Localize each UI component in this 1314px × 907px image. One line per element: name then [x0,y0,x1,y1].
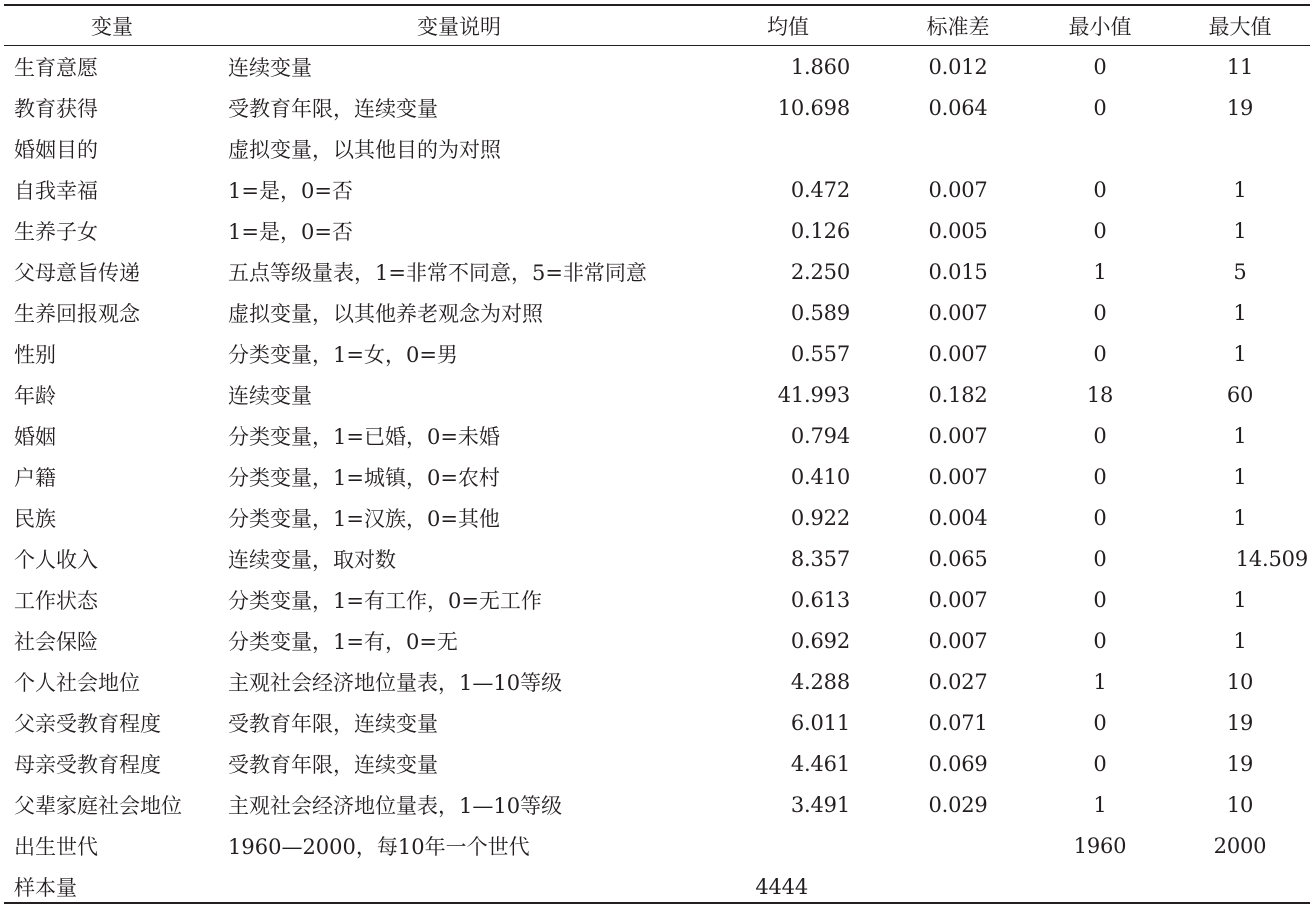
variable-cell: 教育获得 [14,96,98,121]
variable-cell: 母亲受教育程度 [14,752,161,777]
description-cell: 分类变量，1=城镇，0=农村 [228,465,500,490]
table-header [0,6,1314,45]
min-cell: 1960 [1073,833,1127,858]
min-cell: 0 [1093,546,1107,571]
header-variable: 变量 [91,14,133,39]
max-cell: 1 [1233,218,1247,243]
variable-cell: 出生世代 [14,834,98,859]
table-row [0,45,1314,87]
description-cell: 分类变量，1=汉族，0=其他 [228,506,500,531]
sd-cell: 0.007 [928,587,988,612]
table-row [0,374,1314,415]
sample-size-row [0,866,1314,907]
table-row [0,497,1314,538]
max-cell: 14.509 [1235,546,1308,571]
min-cell: 1 [1093,259,1107,284]
sd-cell [882,825,1034,866]
variable-cell: 父母意旨传递 [14,260,140,285]
description-cell: 连续变量，取对数 [228,547,396,572]
mean-cell: 41.993 [777,382,850,407]
min-cell: 1 [1093,669,1107,694]
sd-cell: 0.029 [928,792,988,817]
table-row [0,210,1314,251]
max-cell: 19 [1226,95,1254,120]
max-cell: 60 [1226,382,1254,407]
description-cell: 连续变量 [228,55,312,80]
max-cell: 1 [1233,587,1247,612]
mean-cell: 4.461 [790,751,850,776]
sd-cell: 0.027 [928,669,988,694]
min-cell: 0 [1093,177,1107,202]
sd-cell [882,128,1034,169]
description-cell: 分类变量，1=有，0=无 [228,629,458,654]
mean-cell: 0.557 [790,341,850,366]
table-row [0,456,1314,497]
description-cell: 虚拟变量，以其他养老观念为对照 [228,301,543,326]
mean-cell: 0.692 [790,628,850,653]
sd-cell: 0.012 [928,54,988,79]
min-cell [1034,128,1166,169]
description-cell: 1=是，0=否 [228,219,353,244]
description-cell: 分类变量，1=已婚，0=未婚 [228,424,500,449]
mean-cell: 6.011 [790,710,850,735]
table-row [0,579,1314,620]
min-cell: 0 [1093,587,1107,612]
max-cell: 2000 [1213,833,1267,858]
sample-size-empty-min [1034,866,1166,907]
description-cell: 五点等级量表，1=非常不同意，5=非常同意 [228,260,647,285]
table-row [0,292,1314,333]
mean-cell [694,128,882,169]
sd-cell: 0.007 [928,423,988,448]
variable-cell: 婚姻目的 [14,137,98,162]
sd-cell: 0.007 [928,341,988,366]
sd-cell: 0.065 [928,546,988,571]
max-cell: 5 [1233,259,1247,284]
sd-cell: 0.005 [928,218,988,243]
max-cell: 1 [1233,423,1247,448]
description-cell: 分类变量，1=有工作，0=无工作 [228,588,542,613]
mean-cell: 0.922 [790,505,850,530]
description-cell: 分类变量，1=女，0=男 [228,342,458,367]
max-cell: 1 [1233,628,1247,653]
max-cell: 19 [1226,710,1254,735]
table-row [0,538,1314,579]
min-cell: 0 [1093,54,1107,79]
mean-cell: 2.250 [790,259,850,284]
sample-size-value: 4444 [755,874,808,899]
sd-cell: 0.007 [928,628,988,653]
variable-cell: 个人社会地位 [14,670,140,695]
min-cell: 18 [1086,382,1114,407]
max-cell: 1 [1233,177,1247,202]
description-cell: 受教育年限，连续变量 [228,752,438,777]
min-cell: 0 [1093,505,1107,530]
min-cell: 0 [1093,341,1107,366]
header-min: 最小值 [1068,14,1132,39]
description-cell: 连续变量 [228,383,312,408]
mean-cell: 0.794 [790,423,850,448]
sd-cell: 0.007 [928,177,988,202]
variable-cell: 生育意愿 [14,55,98,80]
max-cell: 1 [1233,341,1247,366]
sd-cell: 0.007 [928,300,988,325]
mean-cell: 1.860 [790,54,850,79]
description-cell: 1960—2000，每10年一个世代 [228,834,530,859]
variable-cell: 性别 [14,342,56,367]
header-sd: 标准差 [926,14,990,39]
mean-cell: 0.613 [790,587,850,612]
min-cell: 0 [1093,300,1107,325]
table-row [0,743,1314,784]
min-cell: 1 [1093,792,1107,817]
header-max: 最大值 [1208,14,1272,39]
table-row [0,620,1314,661]
variable-cell: 个人收入 [14,547,98,572]
mean-cell: 0.126 [790,218,850,243]
variable-cell: 社会保险 [14,629,98,654]
description-cell: 受教育年限，连续变量 [228,96,438,121]
description-cell: 主观社会经济地位量表，1—10等级 [228,793,563,818]
max-cell: 11 [1226,54,1254,79]
mean-cell: 0.410 [790,464,850,489]
variable-cell: 工作状态 [14,588,98,613]
min-cell: 0 [1093,710,1107,735]
description-cell: 受教育年限，连续变量 [228,711,438,736]
sd-cell: 0.069 [928,751,988,776]
table-body [0,45,1314,907]
variable-cell: 生养子女 [14,219,98,244]
description-cell: 主观社会经济地位量表，1—10等级 [228,670,563,695]
mean-cell: 0.472 [790,177,850,202]
table-row [0,87,1314,128]
table-row [0,128,1314,169]
description-cell: 虚拟变量，以其他目的为对照 [228,137,501,162]
mean-cell: 0.589 [790,300,850,325]
variable-cell: 年龄 [14,383,56,408]
variable-cell: 父辈家庭社会地位 [14,793,182,818]
max-cell: 1 [1233,464,1247,489]
mean-cell [694,825,882,866]
variable-cell: 生养回报观念 [14,301,140,326]
table-row [0,415,1314,456]
header-description: 变量说明 [417,14,501,39]
sample-size-empty-sd [882,866,1034,907]
max-cell: 19 [1226,751,1254,776]
min-cell: 0 [1093,464,1107,489]
sd-cell: 0.182 [928,382,988,407]
variable-cell: 婚姻 [14,424,56,449]
sd-cell: 0.071 [928,710,988,735]
min-cell: 0 [1093,218,1107,243]
sample-size-empty-max [1166,866,1314,907]
variable-cell: 民族 [14,506,56,531]
header-row [0,6,1314,45]
header-mean: 均值 [767,14,809,39]
mean-cell: 4.288 [790,669,850,694]
sd-cell: 0.007 [928,464,988,489]
max-cell: 1 [1233,300,1247,325]
table-row [0,661,1314,702]
table-row [0,702,1314,743]
sd-cell: 0.015 [928,259,988,284]
table-row [0,825,1314,866]
sd-cell: 0.004 [928,505,988,530]
max-cell: 10 [1226,792,1254,817]
mean-cell: 10.698 [777,95,850,120]
mean-cell: 3.491 [790,792,850,817]
min-cell: 0 [1093,95,1107,120]
variable-cell: 户籍 [14,465,56,490]
mean-cell: 8.357 [790,546,850,571]
max-cell: 10 [1226,669,1254,694]
description-cell: 1=是，0=否 [228,178,353,203]
sample-size-spacer [224,866,694,907]
min-cell: 0 [1093,423,1107,448]
table-row [0,333,1314,374]
sample-size-label: 样本量 [14,875,77,900]
table-row [0,169,1314,210]
table-row [0,784,1314,825]
min-cell: 0 [1093,751,1107,776]
variable-cell: 自我幸福 [14,178,98,203]
descriptive-statistics-table [0,6,1314,907]
table-row [0,251,1314,292]
variable-cell: 父亲受教育程度 [14,711,161,736]
sd-cell: 0.064 [928,95,988,120]
max-cell: 1 [1233,505,1247,530]
max-cell [1166,128,1314,169]
min-cell: 0 [1093,628,1107,653]
